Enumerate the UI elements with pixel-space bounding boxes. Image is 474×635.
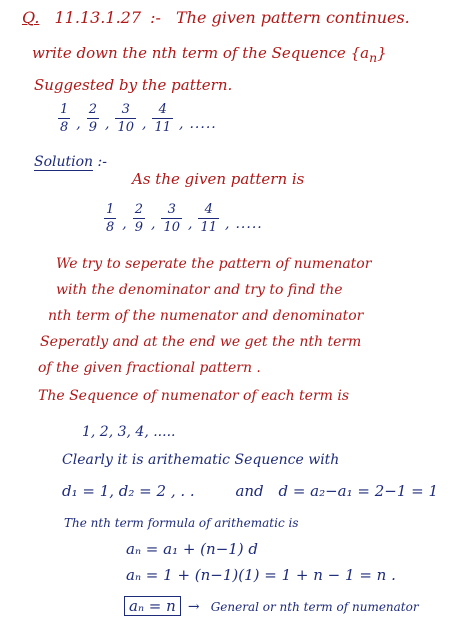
fraction-1: $\frac{1}{8}$ xyxy=(106,202,115,235)
clearly-line: Clearly it is arithematic Sequence with xyxy=(62,452,340,468)
solution-sep: :- xyxy=(97,154,107,170)
fraction-2: $\frac{2}{9}$ xyxy=(134,202,144,235)
d-and: and xyxy=(235,482,264,500)
question-line-2 xyxy=(32,44,387,65)
question-text-2-end: } xyxy=(377,44,387,62)
equation-1: aₙ = a₁ + (n−1) d xyxy=(126,540,259,558)
result-note: General or nth term of numenator xyxy=(210,600,419,614)
solution-label: Solution xyxy=(34,154,94,170)
question-text-2: write down the nth term of the Sequence {a xyxy=(32,44,370,62)
numerator-sequence: 1, 2, 3, 4, ..... xyxy=(82,424,176,440)
paragraph-line-4: Seperatly and at the end we get the nth term xyxy=(40,334,362,350)
question-line-3: Suggested by the pattern. xyxy=(34,76,233,94)
question-sub: n xyxy=(369,50,378,65)
fraction-1: $\frac{1}{8}$ xyxy=(60,102,69,135)
fraction-4: $\frac{4}{11}$ xyxy=(154,102,172,135)
paragraph-line-1: We try to seperate the pattern of numenator xyxy=(56,256,372,272)
question-label: Q. xyxy=(22,8,40,27)
question-line-1 xyxy=(22,8,410,27)
result-line xyxy=(124,596,419,615)
fraction-2: $\frac{2}{9}$ xyxy=(88,102,98,135)
d-formula: d = a₂−a₁ = 2−1 = 1 xyxy=(278,482,439,500)
fraction-4: $\frac{4}{11}$ xyxy=(200,202,218,235)
paragraph-line-5: of the given fractional pattern . xyxy=(38,360,261,376)
solution-fraction-pattern: $\frac{1}{8}$ , $\frac{2}{9}$ , $\frac{3}{10}$ , $\frac{4}{11}$ , ..... xyxy=(106,202,263,235)
question-number: 11.13.1.27 xyxy=(54,8,142,27)
result-box: aₙ = n xyxy=(124,596,181,616)
fraction-3: $\frac{3}{10}$ xyxy=(163,202,181,235)
solution-label-line xyxy=(34,154,107,170)
question-sep: :- xyxy=(150,8,161,27)
paragraph-line-3: nth term of the numenator and denominator xyxy=(48,308,364,324)
d-values: d₁ = 1, d₂ = 2 , . . xyxy=(62,482,195,500)
d-values-line xyxy=(62,482,438,500)
question-fraction-pattern: $\frac{1}{8}$ , $\frac{2}{9}$ , $\frac{3}{10}$ , $\frac{4}{11}$ , ..... xyxy=(60,102,217,135)
fraction-3: $\frac{3}{10}$ xyxy=(117,102,135,135)
equation-2: aₙ = 1 + (n−1)(1) = 1 + n − 1 = n . xyxy=(126,566,396,584)
solution-intro: As the given pattern is xyxy=(132,170,305,188)
paragraph-line-6: The Sequence of numenator of each term is xyxy=(38,388,350,404)
nth-formula-intro: The nth term formula of arithematic is xyxy=(64,516,299,530)
paragraph-line-2: with the denominator and try to find the xyxy=(56,282,343,298)
question-text-1: The given pattern continues. xyxy=(176,8,410,27)
arrow-icon: → xyxy=(187,599,200,615)
